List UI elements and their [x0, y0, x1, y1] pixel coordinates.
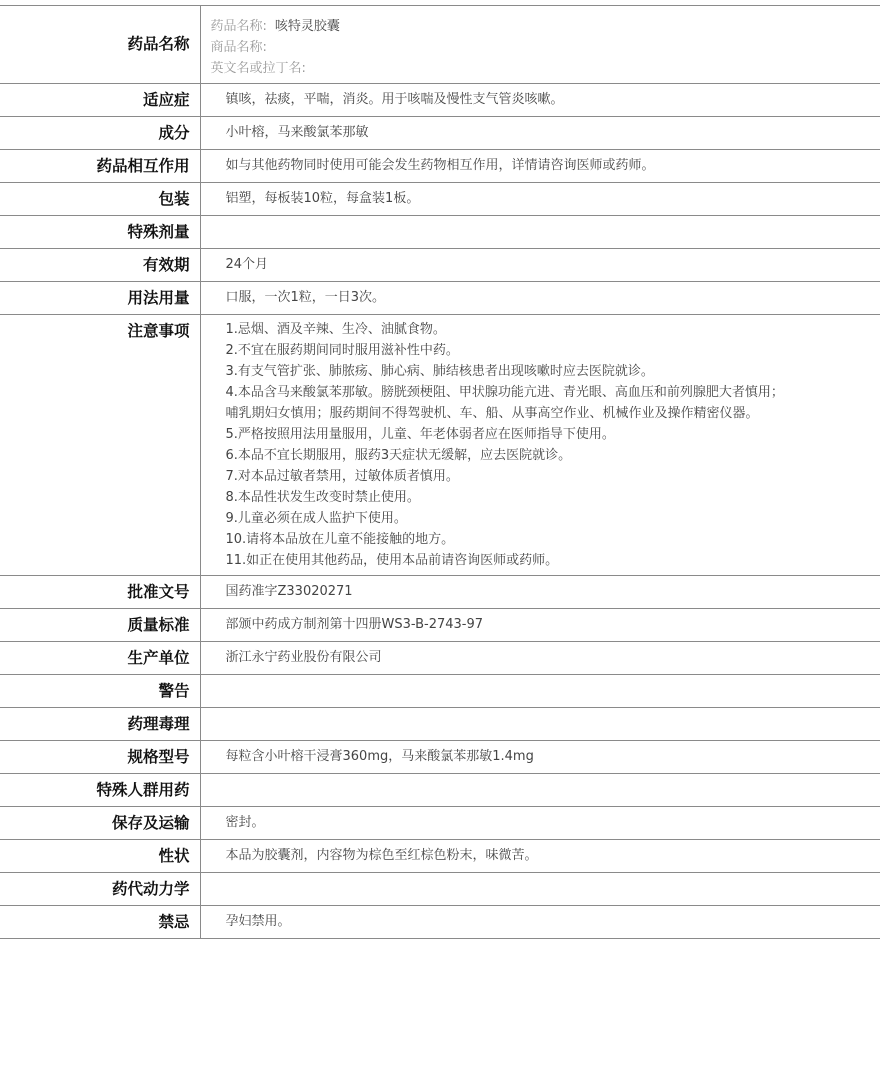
precaution-item: 11.如正在使用其他药品，使用本品前请咨询医师或药师。: [225, 553, 559, 568]
row-special-populations: [0, 774, 880, 807]
row-label: 注意事项: [0, 315, 200, 576]
row-quality-standard: [0, 609, 880, 642]
row-storage: [0, 807, 880, 840]
row-approval-number: [0, 576, 880, 609]
row-value: [200, 315, 880, 576]
precaution-item: 8.本品性状发生改变时禁止使用。: [225, 490, 420, 505]
row-label: 药理毒理: [0, 708, 200, 741]
row-description: [0, 840, 880, 873]
row-value: 部颁中药成方制剂第十四册WS3-B-2743-97: [200, 609, 880, 642]
row-label: 规格型号: [0, 741, 200, 774]
row-value: 镇咳，祛痰，平喘，消炎。用于咳喘及慢性支气管炎咳嗽。: [200, 84, 880, 117]
row-special-dosage: [0, 216, 880, 249]
row-precautions: [0, 315, 880, 576]
row-label: 药品名称: [0, 6, 200, 84]
row-value: [200, 6, 880, 84]
generic-name-line: [211, 16, 880, 37]
precaution-item: 10.请将本品放在儿童不能接触的地方。: [225, 532, 455, 547]
row-value: 密封。: [200, 807, 880, 840]
row-contraindications: [0, 906, 880, 939]
row-value: 小叶榕，马来酸氯苯那敏: [200, 117, 880, 150]
row-indications: [0, 84, 880, 117]
precaution-item: 9.儿童必须在成人监护下使用。: [225, 511, 407, 526]
row-value: 国药准字Z33020271: [200, 576, 880, 609]
row-value: [200, 708, 880, 741]
trade-name-line: [211, 37, 880, 58]
row-label: 药代动力学: [0, 873, 200, 906]
row-label: 性状: [0, 840, 200, 873]
english-name-line: [211, 58, 880, 79]
row-value: [200, 675, 880, 708]
row-label: 特殊人群用药: [0, 774, 200, 807]
precaution-item: 1.忌烟、酒及辛辣、生冷、油腻食物。: [225, 322, 446, 337]
row-manufacturer: [0, 642, 880, 675]
row-ingredients: [0, 117, 880, 150]
row-specification: [0, 741, 880, 774]
row-label: 批准文号: [0, 576, 200, 609]
drug-spec-table: [0, 5, 880, 939]
row-value: 浙江永宁药业股份有限公司: [200, 642, 880, 675]
row-dosage: [0, 282, 880, 315]
row-value: [200, 774, 880, 807]
row-label: 生产单位: [0, 642, 200, 675]
row-value: 口服，一次1粒，一日3次。: [200, 282, 880, 315]
row-label: 适应症: [0, 84, 200, 117]
row-label: 禁忌: [0, 906, 200, 939]
row-pharmacokinetics: [0, 873, 880, 906]
row-packaging: [0, 183, 880, 216]
row-label: 药品相互作用: [0, 150, 200, 183]
row-value: 铝塑，每板装10粒，每盒装1板。: [200, 183, 880, 216]
row-label: 保存及运输: [0, 807, 200, 840]
english-name-label: 英文名或拉丁名:: [210, 61, 306, 76]
row-value: 如与其他药物同时使用可能会发生药物相互作用，详情请咨询医师或药师。: [200, 150, 880, 183]
row-value: 24个月: [200, 249, 880, 282]
row-warning: [0, 675, 880, 708]
row-label: 有效期: [0, 249, 200, 282]
row-interactions: [0, 150, 880, 183]
trade-name-label: 商品名称:: [210, 40, 267, 55]
precaution-item: 6.本品不宜长期服用，服药3天症状无缓解，应去医院就诊。: [225, 448, 572, 463]
precaution-item: 5.严格按照用法用量服用，儿童、年老体弱者应在医师指导下使用。: [225, 427, 615, 442]
row-label: 警告: [0, 675, 200, 708]
row-label: 用法用量: [0, 282, 200, 315]
row-label: 质量标准: [0, 609, 200, 642]
generic-name-value: 咳特灵胶囊: [274, 19, 340, 34]
row-drug-name: [0, 6, 880, 84]
row-label: 特殊剂量: [0, 216, 200, 249]
row-value: 本品为胶囊剂，内容物为棕色至红棕色粉末，味微苦。: [200, 840, 880, 873]
row-value: 孕妇禁用。: [200, 906, 880, 939]
precaution-item: 3.有支气管扩张、肺脓疡、肺心病、肺结核患者出现咳嗽时应去医院就诊。: [225, 364, 654, 379]
row-shelf-life: [0, 249, 880, 282]
generic-name-label: 药品名称:: [210, 19, 267, 34]
row-label: 包装: [0, 183, 200, 216]
row-pharmacology: [0, 708, 880, 741]
row-label: 成分: [0, 117, 200, 150]
precaution-item: 7.对本品过敏者禁用，过敏体质者慎用。: [225, 469, 459, 484]
precaution-item: 4.本品含马来酸氯苯那敏。膀胱颈梗阻、甲状腺功能亢进、青光眼、高血压和前列腺肥大者慎用；哺乳期妇女慎用；服药期间不得驾驶机、车、船、从事高空作业、机械作业及操作精密仪器。: [225, 385, 784, 421]
row-value: 每粒含小叶榕干浸膏360mg，马来酸氯苯那敏1.4mg: [200, 741, 880, 774]
precaution-item: 2.不宜在服药期间同时服用滋补性中药。: [225, 343, 459, 358]
row-value: [200, 873, 880, 906]
row-value: [200, 216, 880, 249]
